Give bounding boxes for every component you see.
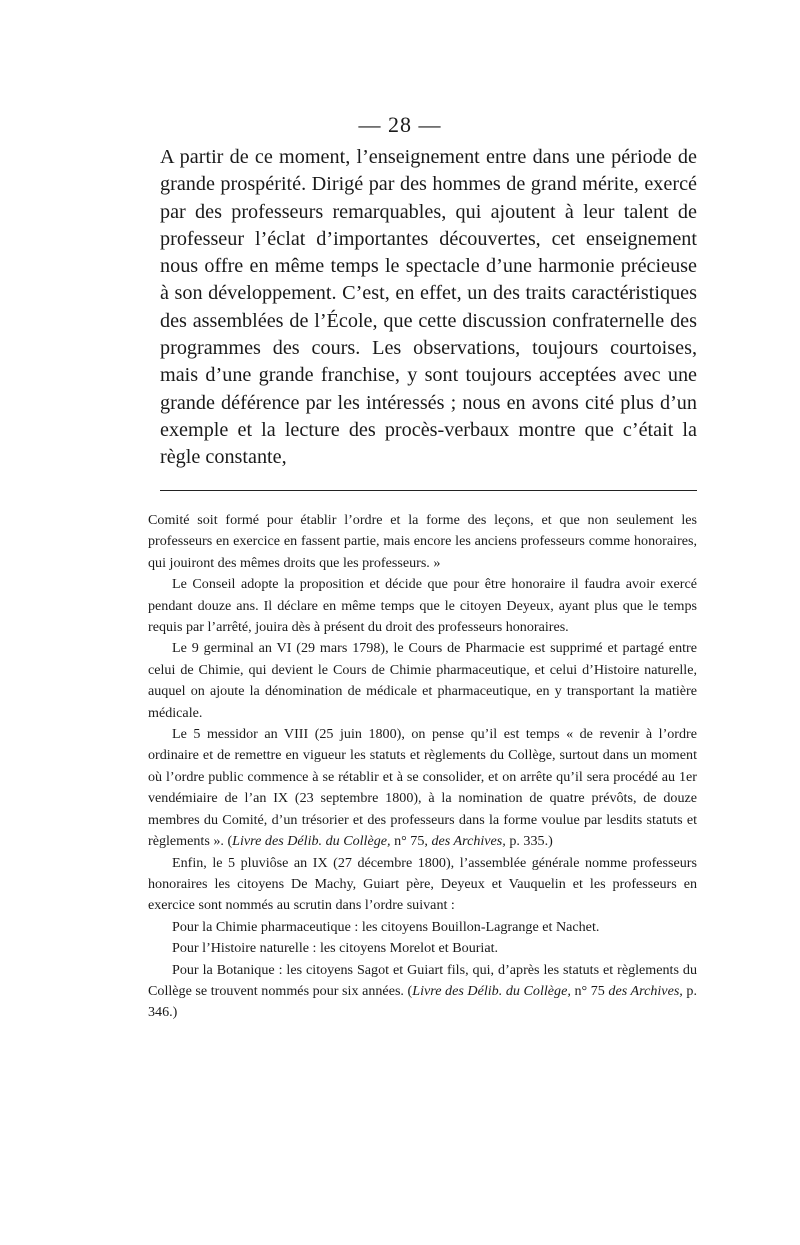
footnote-paragraph: Enfin, le 5 pluviôse an IX (27 décembre 1800), l’assemblée générale nomme professeurs honoraires les citoyens De Machy, Guiart père, Deyeux et Vauquelin et les professeurs en exercice sont nommés au scrutin dans l’ordre suivant : [148, 854, 697, 914]
footnote-paragraph [148, 724, 697, 852]
page-number: — 28 — [358, 112, 442, 137]
main-paragraph: A partir de ce moment, l’enseignement entre dans une période de grande prospérité. Dirigé par des hommes de grand mérite, exercé par des professeurs remarquables, qui ajoutent à leur talent de professeur l’éclat d’importantes découvertes, cet enseignement nous offre en même temps le spectacle d’une harmonie précieuse à son développement. C’est, en effet, un des traits caractéristiques des assemblées de l’École, que cette discussion confraternelle des programmes des cours. Les observations, toujours courtoises, mais d’une grande franchise, y sont toujours acceptées avec une grande déférence par les intéressés ; nous en avons cité plus d’un exemple et la lecture des procès-verbaux montre que c’était la règle constante, [160, 146, 697, 469]
citation-title: Livre des Délib. du Collège, [412, 982, 571, 999]
footnote-divider [160, 490, 697, 491]
footnote-paragraph [148, 960, 697, 1024]
footnote-paragraph: Pour l’Histoire naturelle : les citoyens Morelot et Bouriat. [172, 940, 499, 957]
citation-archives: des Archives, [608, 982, 683, 999]
footnote-text: Le 5 messidor an VIII (25 juin 1800), on pense qu’il est temps « de revenir à l’ordre ordinaire et de remettre en vigueur les statuts et règlements du Collège, surtout dans un moment où l’ordre public commence à se rétablir et à se consolider, et on arrête qu’il sera procédé au 1er vendémiaire de l’an IX (23 septembre 1800), à la nomination de quatre prévôts, de douze membres du Comité, d’un trésorier et des professeurs dans la forme voulue par lesdits statuts et règlements ». ( [148, 726, 697, 850]
footnote-paragraph: Le 9 germinal an VI (29 mars 1798), le Cours de Pharmacie est supprimé et partagé entre celui de Chimie, qui devient le Cours de Chimie pharmaceutique, et celui d’Histoire naturelle, auquel on ajoute la dénomination de médicale et pharmaceutique, en y transportant la matière médicale. [148, 640, 697, 721]
citation-page: p. 346.) [148, 982, 697, 1021]
citation-number: n° 75, [390, 833, 432, 850]
citation-title: Livre des Délib. du Collège, [232, 833, 391, 850]
footnotes [148, 510, 697, 1024]
citation-page: p. 335.) [505, 833, 553, 850]
citation-number: n° 75 [570, 982, 609, 999]
footnote-paragraph: Le Conseil adopte la proposition et décide que pour être honoraire il faudra avoir exercé pendant douze ans. Il déclare en même temps que le citoyen Deyeux, ayant plus que le temps requis par l’arrêté, jouira dès à présent du droit des professeurs honoraires. [148, 576, 697, 636]
citation-archives: des Archives, [431, 833, 506, 850]
footnote-text: Pour la Botanique : les citoyens Sagot et Guiart fils, qui, d’après les statuts et règlements du Collège se trouvent nommés pour six années. ( [148, 961, 697, 999]
footnote-paragraph: Comité soit formé pour établir l’ordre et la forme des leçons, et que non seulement les professeurs en exercice en fassent partie, mais encore les anciens professeurs comme honoraires, qui jouiront des mêmes droits que les professeurs. » [148, 512, 697, 571]
footnote-paragraph: Pour la Chimie pharmaceutique : les citoyens Bouillon-Lagrange et Nachet. [172, 918, 600, 935]
